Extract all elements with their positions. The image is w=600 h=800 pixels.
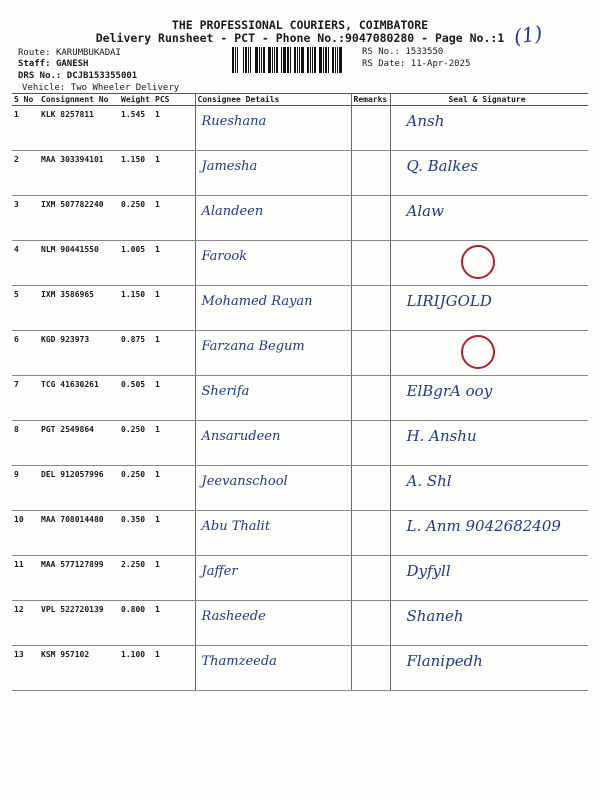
courier-company-title: THE PROFESSIONAL COURIERS, COIMBATORE	[171, 18, 429, 32]
row-consignee	[195, 106, 351, 151]
drs-value: DCJB153355001	[66, 71, 138, 81]
row-sno: 13	[12, 646, 39, 691]
row-weight: 0.350	[119, 511, 153, 556]
handwritten-consignee-name: Thamzeeda	[201, 654, 277, 669]
handwritten-consignee-name: Farzana Begum	[201, 339, 305, 354]
row-remarks	[351, 556, 390, 601]
row-consignment: IXM 3586965	[39, 286, 119, 331]
handwritten-signature: A. Shl	[406, 472, 452, 490]
runsheet-subtitle: Delivery Runsheet - PCT - Phone No.:9047080280 - Page No.:1	[95, 31, 505, 45]
handwritten-consignee-name: Farook	[201, 249, 248, 264]
handwritten-consignee-name: Rueshana	[201, 114, 267, 129]
staff-label: Staff:	[18, 59, 51, 69]
row-signature	[390, 241, 588, 286]
row-remarks	[351, 151, 390, 196]
row-pcs: 1	[153, 376, 195, 421]
row-weight: 1.005	[119, 241, 153, 286]
handwritten-consignee-name: Alandeen	[201, 204, 264, 219]
row-remarks	[351, 601, 390, 646]
row-consignment: KGD 923973	[39, 331, 119, 376]
table-row	[12, 646, 588, 691]
row-remarks	[351, 286, 390, 331]
row-signature	[390, 466, 588, 511]
row-sno: 9	[12, 466, 39, 511]
handwritten-consignee-name: Mohamed Rayan	[201, 294, 313, 309]
row-pcs: 1	[153, 466, 195, 511]
row-pcs: 1	[153, 151, 195, 196]
row-consignee	[195, 646, 351, 691]
handwritten-consignee-name: Sherifa	[201, 384, 250, 399]
rs-date-line	[362, 59, 470, 70]
table-row	[12, 241, 588, 286]
handwritten-signature	[393, 245, 587, 247]
row-weight: 0.800	[119, 601, 153, 646]
handwritten-consignee-name: Jamesha	[201, 159, 258, 174]
table-row	[12, 151, 588, 196]
drs-label: DRS No.:	[18, 71, 62, 81]
row-weight: 1.150	[119, 286, 153, 331]
row-consignment: KLK 8257811	[39, 106, 119, 151]
table-row	[12, 511, 588, 556]
row-sno: 3	[12, 196, 39, 241]
handwritten-signature	[393, 335, 587, 337]
handwritten-signature: ElBgrA ooy	[406, 382, 493, 400]
row-pcs: 1	[153, 421, 195, 466]
row-sno: 1	[12, 106, 39, 151]
row-sno: 4	[12, 241, 39, 286]
row-consignment: VPL 522720139	[39, 601, 119, 646]
runsheet-table	[12, 93, 588, 691]
row-weight: 1.150	[119, 151, 153, 196]
row-signature	[390, 556, 588, 601]
handwritten-signature: LIRIJGOLD	[406, 292, 492, 310]
table-row	[12, 106, 588, 151]
handwritten-page-mark: (1)	[512, 20, 544, 49]
row-signature	[390, 196, 588, 241]
row-weight: 0.505	[119, 376, 153, 421]
delivery-seal-stamp	[461, 335, 495, 369]
row-weight: 1.100	[119, 646, 153, 691]
row-consignment: KSM 957102	[39, 646, 119, 691]
row-consignment: TCG 41630261	[39, 376, 119, 421]
row-weight: 0.250	[119, 196, 153, 241]
row-consignment: DEL 912057996	[39, 466, 119, 511]
vehicle-label: Vehicle:	[22, 83, 66, 93]
handwritten-signature: Alaw	[406, 202, 444, 220]
staff-value: GANESH	[55, 59, 89, 69]
row-signature	[390, 106, 588, 151]
table-row	[12, 421, 588, 466]
col-sno: S No	[12, 94, 39, 106]
col-remarks: Remarks	[351, 94, 390, 106]
row-weight: 0.250	[119, 466, 153, 511]
row-consignment: MAA 303394101	[39, 151, 119, 196]
row-pcs: 1	[153, 601, 195, 646]
vehicle-value: Two Wheeler Delivery	[70, 83, 180, 93]
row-weight: 1.545	[119, 106, 153, 151]
handwritten-consignee-name: Ansarudeen	[201, 429, 281, 444]
row-consignee	[195, 331, 351, 376]
row-sno: 11	[12, 556, 39, 601]
row-pcs: 1	[153, 556, 195, 601]
staff-line	[18, 59, 88, 70]
row-weight: 0.250	[119, 421, 153, 466]
handwritten-signature: Flanipedh	[406, 652, 483, 670]
handwritten-signature: L. Anm 9042682409	[406, 517, 561, 535]
row-pcs: 1	[153, 286, 195, 331]
col-seal: Seal & Signature	[390, 94, 588, 106]
row-sno: 10	[12, 511, 39, 556]
row-pcs: 1	[153, 241, 195, 286]
row-remarks	[351, 511, 390, 556]
row-pcs: 1	[153, 106, 195, 151]
row-consignment: IXM 507782240	[39, 196, 119, 241]
row-consignment: MAA 708014480	[39, 511, 119, 556]
row-pcs: 1	[153, 331, 195, 376]
col-pcs: PCS	[153, 94, 195, 106]
route-label: Route:	[18, 48, 51, 58]
row-weight: 2.250	[119, 556, 153, 601]
row-signature	[390, 331, 588, 376]
row-signature	[390, 511, 588, 556]
rs-number-value: 1533550	[405, 47, 444, 57]
row-pcs: 1	[153, 196, 195, 241]
rs-date-value: 11-Apr-2025	[410, 59, 471, 69]
handwritten-consignee-name: Jaffer	[201, 564, 238, 579]
col-consignment: Consignment No	[39, 94, 119, 106]
row-sno: 2	[12, 151, 39, 196]
handwritten-consignee-name: Abu Thalit	[201, 519, 271, 534]
handwritten-consignee-name: Jeevanschool	[201, 474, 288, 489]
handwritten-signature: Dyfyll	[406, 562, 451, 580]
row-consignee	[195, 151, 351, 196]
rs-date-label: RS Date:	[362, 59, 406, 69]
row-remarks	[351, 646, 390, 691]
row-consignee	[195, 601, 351, 646]
row-consignee	[195, 196, 351, 241]
handwritten-signature: Q. Balkes	[406, 157, 479, 175]
drs-line	[18, 71, 137, 82]
handwritten-consignee-name: Rasheede	[201, 609, 266, 624]
row-signature	[390, 646, 588, 691]
row-consignee	[195, 241, 351, 286]
row-consignee	[195, 466, 351, 511]
rs-number-label: RS No.:	[362, 47, 400, 57]
row-sno: 7	[12, 376, 39, 421]
row-sno: 5	[12, 286, 39, 331]
row-consignee	[195, 286, 351, 331]
table-row	[12, 556, 588, 601]
row-remarks	[351, 106, 390, 151]
table-row	[12, 466, 588, 511]
row-remarks	[351, 421, 390, 466]
row-pcs: 1	[153, 511, 195, 556]
row-weight: 0.875	[119, 331, 153, 376]
row-sno: 12	[12, 601, 39, 646]
row-consignee	[195, 556, 351, 601]
row-remarks	[351, 466, 390, 511]
row-remarks	[351, 331, 390, 376]
row-consignee	[195, 376, 351, 421]
table-row	[12, 331, 588, 376]
row-remarks	[351, 376, 390, 421]
row-consignee	[195, 421, 351, 466]
row-signature	[390, 376, 588, 421]
col-consignee: Consignee Details	[195, 94, 351, 106]
route-line	[18, 48, 121, 59]
table-row	[12, 376, 588, 421]
row-consignment: PGT 2549864	[39, 421, 119, 466]
barcode	[232, 47, 354, 73]
row-sno: 6	[12, 331, 39, 376]
row-consignment: MAA 577127899	[39, 556, 119, 601]
handwritten-signature: Ansh	[406, 112, 445, 130]
row-signature	[390, 601, 588, 646]
delivery-seal-stamp	[461, 245, 495, 279]
row-remarks	[351, 241, 390, 286]
row-consignment: NLM 90441550	[39, 241, 119, 286]
route-value: KARUMBUKADAI	[55, 48, 121, 58]
row-sno: 8	[12, 421, 39, 466]
row-signature	[390, 151, 588, 196]
row-remarks	[351, 196, 390, 241]
row-pcs: 1	[153, 646, 195, 691]
table-header-row	[12, 94, 588, 106]
handwritten-signature: Shaneh	[406, 607, 464, 625]
row-signature	[390, 421, 588, 466]
rs-number-line	[362, 47, 443, 58]
row-signature	[390, 286, 588, 331]
table-row	[12, 601, 588, 646]
row-consignee	[195, 511, 351, 556]
col-weight: Weight	[119, 94, 153, 106]
table-row	[12, 196, 588, 241]
handwritten-signature: H. Anshu	[406, 427, 477, 445]
table-row	[12, 286, 588, 331]
